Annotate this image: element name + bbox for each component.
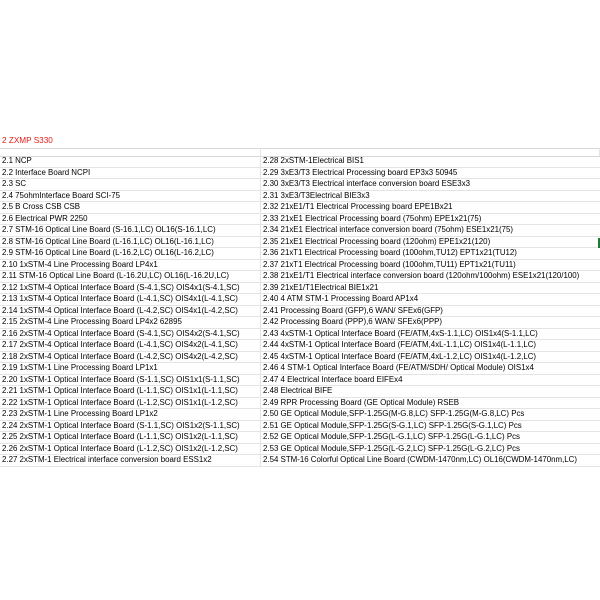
table-row [0,294,600,306]
board-list-table [0,156,600,467]
table-row [0,190,600,202]
board-cell-right[interactable]: 2.50 GE Optical Module,SFP-1.25G(M-G.8,LC) SFP-1.25G(M-G.8,LC) Pcs [261,409,600,421]
spreadsheet-sheet [0,135,600,464]
board-cell-right[interactable]: 2.52 GE Optical Module,SFP-1.25G(L-G.1,LC) SFP-1.25G(L-G.1,LC) Pcs [261,432,600,444]
board-cell-left[interactable]: 2.9 STM-16 Optical Line Board (L-16.2,LC) OL16(L-16.2,LC) [0,248,261,260]
board-cell-right[interactable]: 2.39 21xE1/T1Electrical BIE1x21 [261,282,600,294]
board-cell-right[interactable]: 2.37 21xT1 Electrical Processing board (100ohm,TU11) EPT1x21(TU11) [261,259,600,271]
board-cell-right[interactable]: 2.35 21xE1 Electrical Processing board (120ohm) EPE1x21(120) [261,236,600,248]
board-cell-left[interactable]: 2.23 2xSTM-1 Line Processing Board LP1x2 [0,409,261,421]
board-cell-left[interactable]: 2.4 75ohmInterface Board SCI-75 [0,190,261,202]
gridline [0,148,600,149]
board-cell-right[interactable]: 2.28 2xSTM-1Electrical BIS1 [261,156,600,167]
board-cell-left[interactable]: 2.8 STM-16 Optical Line Board (L-16.1,LC) OL16(L-16.1,LC) [0,236,261,248]
board-cell-right[interactable]: 2.45 4xSTM-1 Optical Interface Board (FE/ATM,4xL-1.2,LC) OIS1x4(L-1.2,LC) [261,351,600,363]
board-cell-left[interactable]: 2.25 2xSTM-1 Optical Interface Board (L-1.1,SC) OIS1x2(L-1.1,SC) [0,432,261,444]
board-cell-left[interactable]: 2.18 2xSTM-4 Optical Interface Board (L-4.2,SC) OIS4x2(L-4.2,SC) [0,351,261,363]
board-cell-right[interactable]: 2.31 3xE3/T3Electrical BIE3x3 [261,190,600,202]
board-cell-right[interactable]: 2.49 RPR Processing Board (GE Optical Module) RSEB [261,397,600,409]
table-row [0,363,600,375]
table-row [0,213,600,225]
table-row [0,167,600,179]
board-list-body [0,156,600,466]
board-cell-left[interactable]: 2.1 NCP [0,156,261,167]
table-row [0,248,600,260]
table-row [0,271,600,283]
board-cell-left[interactable]: 2.17 2xSTM-4 Optical Interface Board (L-4.1,SC) OIS4x2(L-4.1,SC) [0,340,261,352]
board-cell-left[interactable]: 2.22 1xSTM-1 Optical Interface Board (L-1.2,SC) OIS1x1(L-1.2,SC) [0,397,261,409]
table-row [0,328,600,340]
board-cell-left[interactable]: 2.10 1xSTM-4 Line Processing Board LP4x1 [0,259,261,271]
table-row [0,443,600,455]
table-row [0,340,600,352]
board-cell-left[interactable]: 2.12 1xSTM-4 Optical Interface Board (S-4.1,SC) OIS4x1(S-4.1,SC) [0,282,261,294]
section-title-cell[interactable]: 2 ZXMP S330 [2,136,53,145]
table-row [0,259,600,271]
board-cell-left[interactable]: 2.11 STM-16 Optical Line Board (L-16.2U,LC) OL16(L-16.2U,LC) [0,271,261,283]
board-cell-right[interactable]: 2.53 GE Optical Module,SFP-1.25G(L-G.2,LC) SFP-1.25G(L-G.2,LC) Pcs [261,443,600,455]
board-cell-right[interactable]: 2.42 Processing Board (PPP),6 WAN/ SFEx6(PPP) [261,317,600,329]
board-cell-left[interactable]: 2.24 2xSTM-1 Optical Interface Board (S-1.1,SC) OIS1x2(S-1.1,SC) [0,420,261,432]
table-row [0,236,600,248]
board-cell-left[interactable]: 2.27 2xSTM-1 Electrical interface conversion board ESS1x2 [0,455,261,467]
board-cell-right[interactable]: 2.41 Processing Board (GFP),6 WAN/ SFEx6(GFP) [261,305,600,317]
board-cell-left[interactable]: 2.19 1xSTM-1 Line Processing Board LP1x1 [0,363,261,375]
board-cell-right[interactable]: 2.38 21xE1/T1 Electrical interface conversion board (120ohm/100ohm) ESE1x21(120/100) [261,271,600,283]
board-cell-right[interactable]: 2.48 Electrical BIFE [261,386,600,398]
board-cell-left[interactable]: 2.3 SC [0,179,261,191]
board-cell-left[interactable]: 2.26 2xSTM-1 Optical Interface Board (L-1.2,SC) OIS1x2(L-1.2,SC) [0,443,261,455]
table-row [0,409,600,421]
table-row [0,386,600,398]
board-cell-right[interactable]: 2.51 GE Optical Module,SFP-1.25G(S-G.1,LC) SFP-1.25G(S-G.1,LC) Pcs [261,420,600,432]
board-cell-left[interactable]: 2.14 1xSTM-4 Optical Interface Board (L-4.2,SC) OIS4x1(L-4.2,SC) [0,305,261,317]
board-cell-right[interactable]: 2.30 3xE3/T3 Electrical interface conversion board ESE3x3 [261,179,600,191]
board-cell-left[interactable]: 2.7 STM-16 Optical Line Board (S-16.1,LC) OL16(S-16.1,LC) [0,225,261,237]
table-row [0,432,600,444]
table-row [0,397,600,409]
table-row [0,455,600,467]
board-cell-right[interactable]: 2.36 21xT1 Electrical Processing board (100ohm,TU12) EPT1x21(TU12) [261,248,600,260]
board-cell-right[interactable]: 2.44 4xSTM-1 Optical Interface Board (FE/ATM,4xL-1.1,LC) OIS1x4(L-1.1,LC) [261,340,600,352]
table-row [0,156,600,167]
board-cell-right[interactable]: 2.33 21xE1 Electrical Processing board (75ohm) EPE1x21(75) [261,213,600,225]
board-cell-right[interactable]: 2.34 21xE1 Electrical interface conversion board (75ohm) ESE1x21(75) [261,225,600,237]
gridline [260,148,261,156]
board-cell-right[interactable]: 2.32 21xE1/T1 Electrical Processing board EPE1Bx21 [261,202,600,214]
board-cell-right[interactable]: 2.43 4xSTM-1 Optical Interface Board (FE/ATM,4xS-1.1,LC) OIS1x4(S-1.1,LC) [261,328,600,340]
board-cell-left[interactable]: 2.6 Electrical PWR 2250 [0,213,261,225]
table-row [0,179,600,191]
board-cell-left[interactable]: 2.15 2xSTM-4 Line Processing Board LP4x2 62895 [0,317,261,329]
table-row [0,305,600,317]
table-row [0,420,600,432]
table-row [0,351,600,363]
table-row [0,374,600,386]
board-cell-right[interactable]: 2.29 3xE3/T3 Electrical Processing board EP3x3 50945 [261,167,600,179]
board-cell-right[interactable]: 2.47 4 Electrical Interface board EIFEx4 [261,374,600,386]
board-cell-right[interactable]: 2.54 STM-16 Colorful Optical Line Board (CWDM-1470nm,LC) OL16(CWDM-1470nm,LC) [261,455,600,467]
table-row [0,282,600,294]
board-cell-right[interactable]: 2.46 4 STM-1 Optical Interface Board (FE/ATM/SDH/ Optical Module) OIS1x4 [261,363,600,375]
board-cell-left[interactable]: 2.13 1xSTM-4 Optical Interface Board (L-4.1,SC) OIS4x1(L-4.1,SC) [0,294,261,306]
board-cell-left[interactable]: 2.2 Interface Board NCPI [0,167,261,179]
board-cell-right[interactable]: 2.40 4 ATM STM-1 Processing Board AP1x4 [261,294,600,306]
board-cell-left[interactable]: 2.16 2xSTM-4 Optical Interface Board (S-4.1,SC) OIS4x2(S-4.1,SC) [0,328,261,340]
board-cell-left[interactable]: 2.5 B Cross CSB CSB [0,202,261,214]
table-row [0,202,600,214]
table-row [0,225,600,237]
board-cell-left[interactable]: 2.20 1xSTM-1 Optical Interface Board (S-1.1,SC) OIS1x1(S-1.1,SC) [0,374,261,386]
board-cell-left[interactable]: 2.21 1xSTM-1 Optical Interface Board (L-1.1,SC) OIS1x1(L-1.1,SC) [0,386,261,398]
table-row [0,317,600,329]
